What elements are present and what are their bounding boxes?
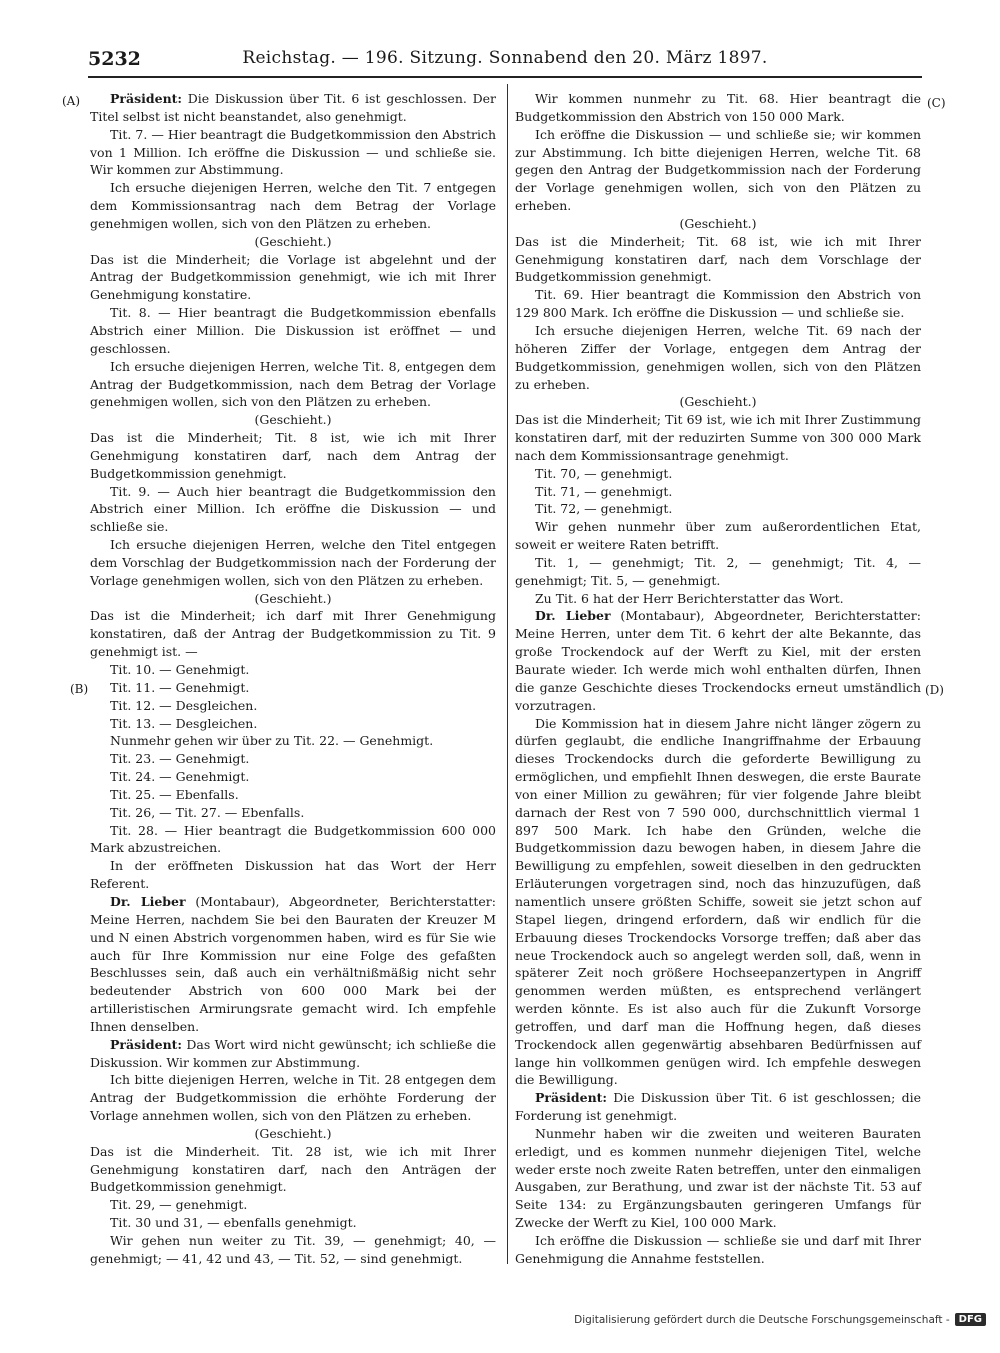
paragraph-text: Das ist die Minderheit; Tit 69 ist, wie ich mit Ihrer Zustimmung konstatiren darf, mit der reduzirten Summe von 300 000 Mark nach dem Kommissionsantrage genehmigt. (515, 412, 921, 463)
paragraph-text: (Geschieht.) (254, 412, 332, 428)
paragraph (90, 661, 496, 679)
paragraph-text: Tit. 28. — Hier beantragt die Budgetkommission 600 000 Mark abzustreichen. (90, 822, 496, 856)
paragraph-text: Wir gehen nunmehr über zum außerordentlichen Etat, soweit er weitere Raten betrifft. (515, 519, 921, 553)
paragraph (515, 233, 921, 287)
stage-direction (90, 1125, 496, 1143)
paragraph-text: Wir kommen nunmehr zu Tit. 68. Hier beantragt die Budgetkommission den Abstrich von 150 000 Mark. (515, 91, 921, 124)
margin-mark-b: (B) (70, 682, 89, 696)
paragraph-text: Die Diskussion über Tit. 6 ist geschlossen. Der Titel selbst ist nicht beanstandet, also genehmigt. (90, 91, 496, 124)
stage-direction (90, 411, 496, 429)
paragraph-text: Tit. 25. — Ebenfalls. (110, 786, 239, 802)
paragraph-text: Tit. 24. — Genehmigt. (110, 769, 250, 785)
paragraph-text: Tit. 23. — Genehmigt. (110, 751, 250, 767)
paragraph (90, 1143, 496, 1197)
paragraph-text: Ich ersuche diejenigen Herren, welche Tit. 69 nach der höheren Ziffer der Vorlage, entgegen dem Antrag der Budgetkommission, genehmigen wollen, sich von den Plätzen zu erheben. (515, 322, 921, 392)
paragraph-text: (Geschieht.) (254, 233, 332, 249)
paragraph-text: Das ist die Minderheit; die Vorlage ist abgelehnt und der Antrag der Budgetkommission genehmigt, wie ich mit Ihrer Genehmigung konstatire. (90, 251, 496, 303)
stage-direction (515, 215, 921, 233)
paragraph (515, 500, 921, 518)
paragraph-text: Das ist die Minderheit. Tit. 28 ist, wie ich mit Ihrer Genehmigung konstatiren darf, nach den Anträgen der Budgetkommission genehmigt. (90, 1143, 496, 1195)
paragraph (90, 732, 496, 750)
stage-direction (90, 590, 496, 608)
paragraph-text: Tit. 71, — genehmigt. (535, 483, 673, 499)
paragraph-text: Tit. 1, — genehmigt; Tit. 2, — genehmigt; Tit. 4, — genehmigt; Tit. 5, — genehmigt. (515, 554, 921, 588)
paragraph (515, 286, 921, 322)
paragraph-text: Tit. 12. — Desgleichen. (110, 697, 258, 713)
paragraph (515, 1089, 921, 1125)
right-column (515, 90, 921, 1268)
speaker-name: Dr. Lieber (110, 893, 186, 909)
paragraph (515, 483, 921, 501)
margin-mark-a: (A) (62, 94, 81, 108)
footer-credit (574, 1313, 986, 1326)
paragraph (90, 679, 496, 697)
speaker-name: Präsident: (110, 91, 183, 106)
paragraph (90, 750, 496, 768)
paragraph (515, 322, 921, 393)
margin-mark-c: (C) (927, 96, 946, 110)
paragraph (90, 536, 496, 590)
paragraph (90, 715, 496, 733)
paragraph-text: Ich ersuche diejenigen Herren, welche den Tit. 7 entgegen dem Kommissionsantrag nach dem Betrag der Vorlage genehmigen wollen, sich von den Plätzen zu erheben. (90, 180, 496, 231)
paragraph (90, 1036, 496, 1072)
paragraph (90, 251, 496, 305)
page-header (88, 48, 922, 74)
paragraph (90, 429, 496, 483)
paragraph (90, 126, 496, 180)
paragraph-text: Ich bitte diejenigen Herren, welche in Tit. 28 entgegen dem Antrag der Budgetkommission die erhöhte Forderung der Vorlage annehmen wollen, sich von den Plätzen zu erheben. (90, 1072, 496, 1124)
paragraph-text: Tit. 30 und 31, — ebenfalls genehmigt. (110, 1215, 357, 1231)
paragraph (515, 411, 921, 465)
left-column (90, 90, 496, 1268)
paragraph (90, 822, 496, 858)
paragraph (90, 697, 496, 715)
paragraph (515, 465, 921, 483)
paragraph-text: Tit. 8. — Hier beantragt die Budgetkommission ebenfalls Abstrich einer Million. Die Diskussion ist eröffnet — und geschlossen. (90, 305, 496, 356)
paragraph (515, 607, 921, 714)
paragraph (515, 1125, 921, 1232)
paragraph (90, 893, 496, 1036)
paragraph-text: Wir gehen nun weiter zu Tit. 39, — genehmigt; 40, — genehmigt; — 41, 42 und 43, — Tit. 52, — sind genehmigt. (90, 1233, 496, 1266)
paragraph-text: Tit. 72, — genehmigt. (535, 501, 673, 517)
paragraph-text: Tit. 29, — genehmigt. (110, 1197, 248, 1213)
paragraph-text: (Geschieht.) (679, 394, 757, 410)
column-divider (507, 84, 508, 1264)
paragraph-text: Das ist die Minderheit; ich darf mit Ihrer Genehmigung konstatiren, daß der Antrag der Budgetkommission zu Tit. 9 genehmigt ist. — (90, 608, 496, 660)
paragraph (90, 304, 496, 358)
speaker-name: Präsident: (535, 1090, 608, 1106)
paragraph-text: (Montabaur), Abgeordneter, Berichterstatter: Meine Herren, unter dem Tit. 6 kehrt der alte Bekannte, das große Trockendock auf der Werft zu Kiel, mit der ersten Baurate wieder. Ich werde mich wohl enthalten dürfen, Ihnen die ganze Geschichte dieses Trockendocks erneut umständlich vorzutragen. (515, 608, 921, 713)
paragraph-text: Zu Tit. 6 hat der Herr Berichterstatter das Wort. (535, 590, 844, 606)
paragraph-text: (Geschieht.) (254, 1125, 332, 1141)
paragraph-text: Tit. 26, — Tit. 27. — Ebenfalls. (110, 804, 305, 820)
paragraph (90, 768, 496, 786)
dfg-logo: DFG (955, 1313, 986, 1326)
paragraph (90, 607, 496, 661)
paragraph-text: (Geschieht.) (254, 590, 332, 606)
margin-mark-d: (D) (925, 683, 944, 697)
paragraph (90, 358, 496, 412)
stage-direction (515, 393, 921, 411)
paragraph-text: Tit. 70, — genehmigt. (535, 465, 673, 481)
paragraph (515, 715, 921, 1090)
paragraph (90, 179, 496, 233)
paragraph (90, 804, 496, 822)
paragraph-text: Tit. 11. — Genehmigt. (110, 679, 250, 695)
page-number: 5232 (88, 48, 141, 70)
paragraph-text: In der eröffneten Diskussion hat das Wort der Herr Referent. (90, 858, 496, 892)
speaker-name: Präsident: (110, 1036, 183, 1052)
paragraph-text: Tit. 13. — Desgleichen. (110, 715, 258, 731)
footer-credit-text: Digitalisierung gefördert durch die Deutsche Forschungsgemeinschaft - (574, 1313, 950, 1326)
stage-direction (90, 233, 496, 251)
paragraph (515, 590, 921, 608)
paragraph-text: Das Wort wird nicht gewünscht; ich schließe die Diskussion. Wir kommen zur Abstimmung. (90, 1036, 496, 1070)
paragraph (90, 483, 496, 537)
paragraph (90, 857, 496, 893)
paragraph (90, 90, 496, 126)
paragraph-text: Nunmehr haben wir die zweiten und weiteren Bauraten erledigt, und es kommen nunmehr diejenigen Titel, welche weder erste noch zweite Raten betreffen, unter den einmaligen Ausgaben, zur Berathung, und zwar ist der nächste Tit. 53 auf Seite 134: zu Ergänzungsbauten geringeren Umfangs für Zwecke der Werft zu Kiel, 100 000 Mark. (515, 1125, 921, 1231)
paragraph-text: Ich ersuche diejenigen Herren, welche Tit. 8, entgegen dem Antrag der Budgetkommission, nach dem Betrag der Vorlage genehmigen wollen, sich von den Plätzen zu erheben. (90, 358, 496, 410)
paragraph-text: Nunmehr gehen wir über zu Tit. 22. — Genehmigt. (110, 733, 434, 749)
speaker-name: Dr. Lieber (535, 608, 611, 624)
paragraph-text: Ich eröffne die Diskussion — schließe sie und darf mit Ihrer Genehmigung die Annahme feststellen. (515, 1233, 921, 1266)
paragraph-text: Tit. 7. — Hier beantragt die Budgetkommission den Abstrich von 1 Million. Ich eröffne die Diskussion — und schließe sie. Wir kommen zur Abstimmung. (90, 126, 496, 178)
paragraph-text: Das ist die Minderheit; Tit. 8 ist, wie ich mit Ihrer Genehmigung konstatiren darf, nach dem Antrag der Budgetkommission genehmigt. (90, 430, 496, 481)
paragraph-text: Das ist die Minderheit; Tit. 68 ist, wie ich mit Ihrer Genehmigung konstatiren darf, nach dem Vorschlage der Budgetkommission genehmigt. (515, 233, 921, 285)
paragraph-text: Tit. 9. — Auch hier beantragt die Budgetkommission den Abstrich einer Million. Ich eröffne die Diskussion — und schließe sie. (90, 483, 496, 535)
paragraph (515, 126, 921, 215)
paragraph-text: Ich eröffne die Diskussion — und schließe sie; wir kommen zur Abstimmung. Ich bitte diejenigen Herren, welche Tit. 68 gegen den Antrag der Budgetkommission nach der Forderung der Vorlage genehmigen wollen, sich von den Plätzen zu erheben. (515, 126, 921, 214)
paragraph (515, 90, 921, 126)
paragraph (515, 554, 921, 590)
running-title: Reichstag. — 196. Sitzung. Sonnabend den 20. März 1897. (242, 48, 768, 68)
paragraph-text: (Montabaur), Abgeordneter, Berichterstatter: Meine Herren, nachdem Sie bei den Bauraten der Kreuzer M und N einen Abstrich vorgenommen haben, wird es für Sie wie auch für Ihre Kommission nur eine Folge des gefaßten Beschlusses sein, daß auch ein verhältnißmäßig nicht sehr bedeutender Abstrich von 600 000 Mark bei der artilleristischen Armirungsrate gemacht wird. Ich empfehle Ihnen denselben. (90, 893, 496, 1034)
paragraph-text: (Geschieht.) (679, 215, 757, 231)
paragraph-text: Tit. 69. Hier beantragt die Kommission den Abstrich von 129 800 Mark. Ich eröffne die Diskussion — und schließe sie. (515, 287, 921, 321)
paragraph (90, 1232, 496, 1268)
paragraph (90, 1071, 496, 1125)
paragraph-text: Die Diskussion über Tit. 6 ist geschlossen; die Forderung ist genehmigt. (515, 1090, 921, 1124)
paragraph (515, 1232, 921, 1268)
paragraph (90, 1196, 496, 1214)
paragraph-text: Tit. 10. — Genehmigt. (110, 662, 250, 677)
paragraph (515, 518, 921, 554)
paragraph-text: Ich ersuche diejenigen Herren, welche den Titel entgegen dem Vorschlag der Budgetkommission nach der Forderung der Vorlage genehmigen wollen, sich von den Plätzen zu erheben. (90, 537, 496, 588)
paragraph-text: Die Kommission hat in diesem Jahre nicht länger zögern zu dürfen geglaubt, die endliche Inangriffnahme der Erbauung dieses Trockendocks durch die geforderte Bewilligung zu ermöglichen, und empfiehlt Ihnen deswegen, die erste Baurate von einer Million zu gewähren; für vier folgende Jahre bleibt darnach der Rest von 7 590 000, durchschnittlich viermal 1 897 500 Mark. Ich habe den Gründen, welche die Budgetkommission dazu bewogen haben, in diesem Jahre die Bewilligung zu empfehlen, soweit dieselben in den gedruckten Erläuterungen vorgetragen sind, noch das hinzuzufügen, daß namentlich unsere größten Schiffe, soweit sie jetzt schon auf Stapel liegen, dringend erfordern, daß wir endlich für die Erbauung dieses Trockendocks Vorsorge treffen; daß aber das neue Trockendock auch so angelegt werden soll, daß, wenn in späterer Zeit noch größere Hochseepanzertypen in Angriff genommen werden müßten, es entsprechend verlängert werden könnte. Es ist also auch für die Zukunft Vorsorge getroffen, und darf man die Hoffnung hegen, daß dieses Trockendock allen gegenwärtig absehbaren Bedürfnissen auf lange hin vollkommen genügen wird. Ich empfehle deswegen die Bewilligung. (515, 715, 921, 1088)
paragraph (90, 1214, 496, 1232)
header-rule (88, 76, 922, 78)
paragraph (90, 786, 496, 804)
